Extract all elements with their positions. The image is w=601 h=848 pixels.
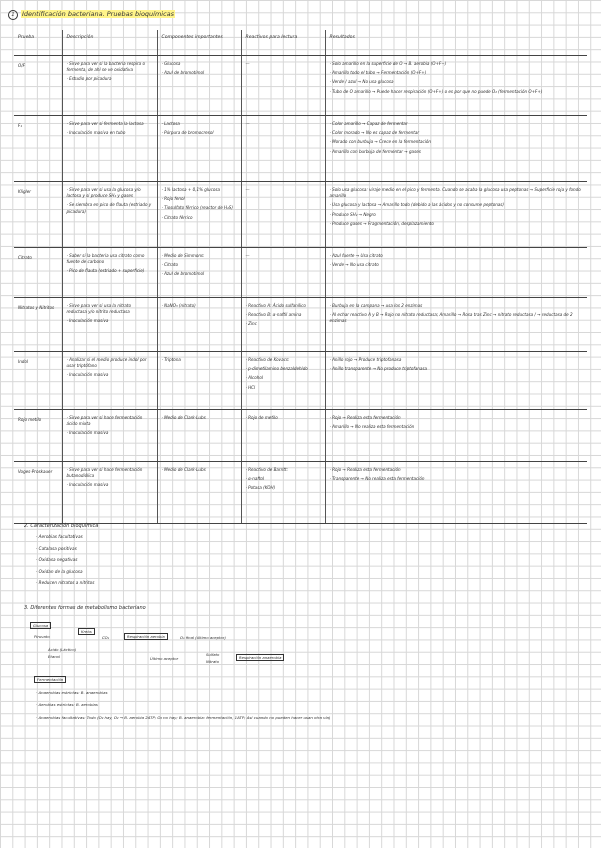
cell-line: · Sirve para ver si usa la glucosa y/o lactosa y si produce SH₂ y gases	[66, 187, 142, 199]
cell-resultados	[325, 248, 587, 298]
section3-bullets	[36, 687, 330, 724]
cell-line: · Sirve para ver si hace fermentación ácido mixta	[66, 415, 144, 427]
cell-line: —	[245, 61, 250, 66]
cell-reactivos	[241, 352, 325, 410]
list-item: · Aerobias facultativas	[36, 534, 83, 539]
cell-line: · Rojo → Realiza esta fermentación	[329, 467, 401, 472]
resp-anaerobia-box: Respiración anaerobia	[236, 654, 284, 661]
cell-resultados	[325, 462, 587, 524]
cell-line: · Alcohol	[245, 375, 264, 381]
cell-line: · Inoculación masiva	[66, 430, 109, 436]
cell-resultados	[325, 410, 587, 462]
cell-componentes	[157, 410, 241, 462]
cell-line: · Burbuja en la campana → usa los 2 enzimas	[329, 303, 423, 308]
cell-line: · Reactivo de Barritt:	[245, 467, 289, 472]
cell-line: · Anillo rojo → Produce triptofanasa	[329, 357, 402, 362]
cell-descripcion	[62, 410, 157, 462]
header-descripcion: Descripción	[62, 30, 157, 56]
cell-descripcion	[62, 298, 157, 352]
nitrate-label: Nitrato	[206, 659, 220, 664]
cell-line: · Sirve para ver si fermenta la lactosa	[66, 121, 144, 126]
other-acceptor: Último aceptor	[150, 656, 179, 661]
pyruvate-label: Piruvato	[34, 634, 50, 639]
cell-line: · Reactivo A: Ácido sulfanílico	[245, 303, 306, 308]
cell-line: · Morado con burbuja → Crece en la fermentación	[329, 139, 431, 145]
cell-line: · Solo usa glucosa: viraje medio en el pico y fermenta. Cuando se acaba la glucosa usa peptonas → Superficie roja y fondo amarillo	[329, 187, 583, 199]
branch-acid: Ácido (Láctico)	[48, 647, 77, 652]
cell-resultados	[325, 116, 587, 182]
cell-line: · Medio de Clark-Lubs	[161, 415, 206, 420]
cell-descripcion	[62, 248, 157, 298]
resp-note: O₂ final (último aceptor)	[180, 635, 226, 640]
cell-line: · Color amarillo → Capaz de fermentar	[329, 121, 408, 126]
list-item: · Catalasa positivas	[36, 545, 77, 551]
table-header-row	[14, 30, 587, 56]
section2-list	[36, 531, 94, 589]
table-row	[14, 248, 587, 298]
cell-componentes	[157, 116, 241, 182]
sulfate-label: Sulfato	[206, 652, 220, 657]
header-prueba: Prueba	[14, 30, 62, 56]
cell-line: · NaNO₃ (nitrato)	[161, 303, 196, 308]
cell-line: · Produce SH₂ → Negro	[329, 211, 376, 217]
table-row	[14, 56, 587, 116]
cell-line: · Sirve para ver si hace fermentación butanodiólica	[66, 467, 144, 479]
list-item: · Oxidan de la glucosa	[36, 568, 83, 574]
cell-line: · Se siembra en pico de flauta (estriado y picadura)	[66, 202, 153, 214]
cell-line: · Medio de Clark-Lubs	[161, 467, 206, 472]
cell-line: · Pico de flauta (estriado + superficie)	[66, 268, 145, 274]
cell-componentes	[157, 248, 241, 298]
cell-line: · HCl	[245, 384, 256, 390]
header-resultados: Resultados	[325, 30, 587, 56]
cell-line: · Tubo de O amarillo → Puede hacer respiración (O+F+) o es por que no puede O₂ (fermentación O+F+)	[329, 88, 543, 94]
cell-line: · Al echar reactivo A y B → Rojo no nitrato reductasa; Amarillo → Rosa tras Zinc → nitrato reductasa / → reductasa de 2 enzimas	[329, 312, 574, 324]
cell-line: · Amarillo todo el tubo → Fermentación (O+F+)	[329, 70, 427, 76]
cell-line: · α-naftol	[245, 476, 265, 482]
cell-line: · Inoculación masiva	[66, 318, 109, 324]
cell-prueba: F₁	[14, 116, 62, 182]
cell-line: · Reactivo de Kovacs:	[245, 357, 290, 362]
cell-componentes	[157, 56, 241, 116]
table-row	[14, 182, 587, 248]
cell-line: · p-dimetilamino benzaldehído	[245, 366, 308, 372]
branch-ethanol: Etanol	[48, 654, 60, 659]
cell-prueba: Kligler	[14, 182, 62, 248]
cell-descripcion	[62, 462, 157, 524]
cell-prueba: Citrato	[14, 248, 62, 298]
cell-line: · Triptona	[161, 357, 181, 362]
glucose-box: Glucosa	[30, 622, 51, 629]
cell-line: —	[245, 253, 250, 258]
cell-descripcion	[62, 352, 157, 410]
cell-prueba: O/F	[14, 56, 62, 116]
table-row	[14, 410, 587, 462]
cell-reactivos	[241, 182, 325, 248]
list-item: · Anaerobias estrictas: B. anaerobias	[36, 690, 108, 695]
biochem-tests-table	[14, 30, 587, 524]
cell-line: · Sirve para ver si la bacteria respira o fermenta, de ahí se ve oxidativa	[66, 61, 147, 73]
header-reactivos: Reactivos para lectura	[241, 30, 325, 56]
cell-prueba: Voges-Proskauer	[14, 462, 62, 524]
cell-line: · 1% lactosa + 0,1% glucosa	[161, 187, 221, 192]
cell-line: · Citrato férrico	[161, 214, 193, 220]
cell-line: · Púrpura de bromocresol	[161, 130, 214, 136]
cell-line: · Amarillo con burbuja de fermentar → gases	[329, 148, 421, 154]
cell-componentes	[157, 352, 241, 410]
krebs-box: Krebs	[78, 628, 95, 635]
cell-reactivos	[241, 248, 325, 298]
cell-line: · Azul de bromotimol	[161, 271, 205, 277]
section2-title: 2. Caracterización bioquímica	[24, 523, 99, 529]
cell-line: · Color morado → No es capaz de fermentar	[329, 130, 420, 136]
cell-line: · Sirve para ver si usa la nitrato reductasa y/o nitrito reductasa	[66, 303, 133, 315]
list-item: · Aerobias estrictas: B. aerobias	[36, 702, 98, 708]
co2-label: CO₂	[102, 635, 110, 640]
table-row	[14, 352, 587, 410]
cell-line: · Inoculación masiva en tubo	[66, 130, 126, 136]
cell-reactivos	[241, 462, 325, 524]
cell-line: —	[245, 121, 250, 126]
cell-descripcion	[62, 116, 157, 182]
cell-line: · Inoculación masiva	[66, 372, 109, 378]
cell-reactivos	[241, 410, 325, 462]
cell-line: · Solo amarillo en la superficie de O → B. aerobia (O+F−)	[329, 61, 447, 66]
cell-resultados	[325, 56, 587, 116]
cell-prueba: Rojo metilo	[14, 410, 62, 462]
cell-line: · Medio de Simmons:	[161, 253, 205, 258]
cell-reactivos	[241, 298, 325, 352]
table-row	[14, 116, 587, 182]
cell-prueba: Nitratos y Nitritos	[14, 298, 62, 352]
cell-line: · Transparente → No realiza esta fermentación	[329, 476, 425, 482]
cell-line: · Tiosulfato férrico (reactor de H₂S)	[161, 205, 233, 211]
cell-line: · Anillo transparente → No produce triptofanasa	[329, 366, 428, 372]
cell-reactivos	[241, 56, 325, 116]
cell-reactivos	[241, 116, 325, 182]
list-item: · Oxidasa negativas	[36, 557, 78, 563]
table-row	[14, 462, 587, 524]
cell-resultados	[325, 352, 587, 410]
cell-descripcion	[62, 56, 157, 116]
fermentation-box: Fermentación	[34, 676, 66, 683]
cell-line: · Citrato	[161, 262, 179, 268]
section3-title: 3. Diferentes formas de metabolismo bacteriano	[24, 605, 146, 611]
list-item: · Reducen nitratos a nitritos	[36, 580, 95, 586]
cell-prueba: Indol	[14, 352, 62, 410]
cell-resultados	[325, 298, 587, 352]
cell-line: · Verde → No usa citrato	[329, 262, 379, 268]
cell-line: · Azul de bromotimol	[161, 70, 205, 76]
resp-aerobia-box: Respiración aerobia	[124, 633, 168, 640]
cell-line: · Analizar si el medio produce indol por usar triptófano	[66, 357, 148, 369]
cell-line: · Azul fuerte → Usa citrato	[329, 253, 383, 258]
cell-line: · Verde / azul → No usa glucosa	[329, 79, 394, 85]
cell-componentes	[157, 298, 241, 352]
metabolism-diagram	[30, 614, 330, 694]
cell-componentes	[157, 462, 241, 524]
list-item: · Anaerobias facultativas: Todo (O₂ hay, O₂ → B. aerobia 2ATP; O₂ no hay; B. anaerobia: fermentación, 1ATP; Así cuando no pueden hacer usan otra vía)	[36, 714, 331, 720]
cell-line: · Reactivo B: α-naftil amina	[245, 312, 302, 318]
cell-line: · Rojo → Realiza esta fermentación	[329, 415, 401, 420]
cell-componentes	[157, 182, 241, 248]
title-number: 1	[8, 10, 18, 20]
cell-line: · Rojo fenol	[161, 196, 185, 202]
header-componentes: Componentes importantes	[157, 30, 241, 56]
cell-line: · Lactosa	[161, 121, 180, 126]
cell-line: —	[245, 187, 250, 192]
table-row	[14, 298, 587, 352]
cell-line: · Amarillo → No realiza esta fermentación	[329, 424, 415, 430]
cell-descripcion	[62, 182, 157, 248]
cell-line: · Potasa (KOH)	[245, 485, 276, 491]
cell-line: · Produce gases → Fragmentación, desplazamiento	[329, 220, 434, 226]
cell-line: · Zinc	[245, 321, 257, 327]
cell-line: · Rojo de metilo	[245, 415, 278, 420]
cell-line: · Glucosa	[161, 61, 181, 66]
cell-line: · Saber si la bacteria usa citrato como fuente de carbono	[66, 253, 146, 265]
cell-resultados	[325, 182, 587, 248]
cell-line: · Usa glucosa y lactosa → Amarillo todo (debido a las ácidos y no consume peptonas)	[329, 202, 505, 208]
title-text: Identificación bacteriana. Pruebas bioquímicas	[22, 10, 175, 18]
cell-line: · Inoculación masiva	[66, 482, 109, 488]
page-title	[8, 10, 175, 20]
cell-line: · Estudio por picadura	[66, 76, 112, 82]
